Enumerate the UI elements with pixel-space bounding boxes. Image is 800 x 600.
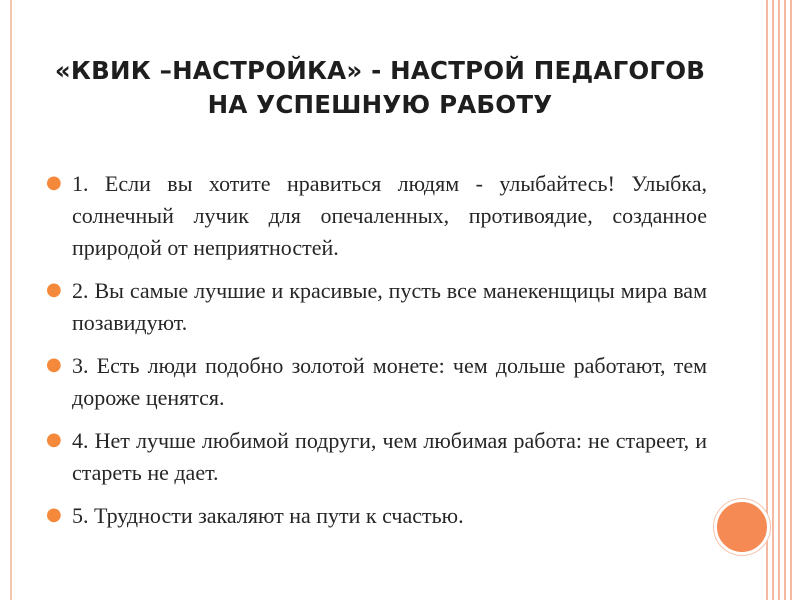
left-frame-line	[10, 0, 12, 600]
orange-circle-decoration	[714, 499, 770, 555]
bullet-list	[46, 168, 707, 543]
list-item	[46, 425, 707, 489]
list-item	[46, 350, 707, 414]
band-stripe	[790, 0, 792, 600]
band-stripe	[772, 0, 774, 600]
slide-title: «КВИК –НАСТРОЙКА» - НАСТРОЙ ПЕДАГОГОВ НА УСПЕШНУЮ РАБОТУ	[54, 56, 706, 119]
list-item	[46, 168, 707, 264]
list-item	[46, 275, 707, 339]
circle-bullet-icon: ●	[46, 429, 62, 450]
circle-bullet-icon: ●	[46, 279, 62, 300]
right-decorative-band	[766, 0, 800, 600]
band-stripe	[784, 0, 786, 600]
list-item-text: 3. Есть люди подобно золотой монете: чем дольше работают, тем дороже ценятся.	[72, 353, 707, 410]
circle-bullet-icon: ●	[46, 504, 62, 525]
list-item	[46, 500, 707, 532]
band-stripe	[778, 0, 780, 600]
list-item-text: 5. Трудности закаляют на пути к счастью.	[72, 503, 464, 528]
list-item-text: 1. Если вы хотите нравиться людям - улыбайтесь! Улыбка, солнечный лучик для опечаленных, противоядие, созданное природой от неприятностей.	[72, 171, 707, 260]
list-item-text: 2. Вы самые лучшие и красивые, пусть все манекенщицы мира вам позавидуют.	[72, 278, 707, 335]
circle-bullet-icon: ●	[46, 354, 62, 375]
band-stripe	[766, 0, 768, 600]
list-item-text: 4. Нет лучше любимой подруги, чем любимая работа: не стареет, и стареть не дает.	[72, 428, 707, 485]
circle-bullet-icon: ●	[46, 172, 62, 193]
